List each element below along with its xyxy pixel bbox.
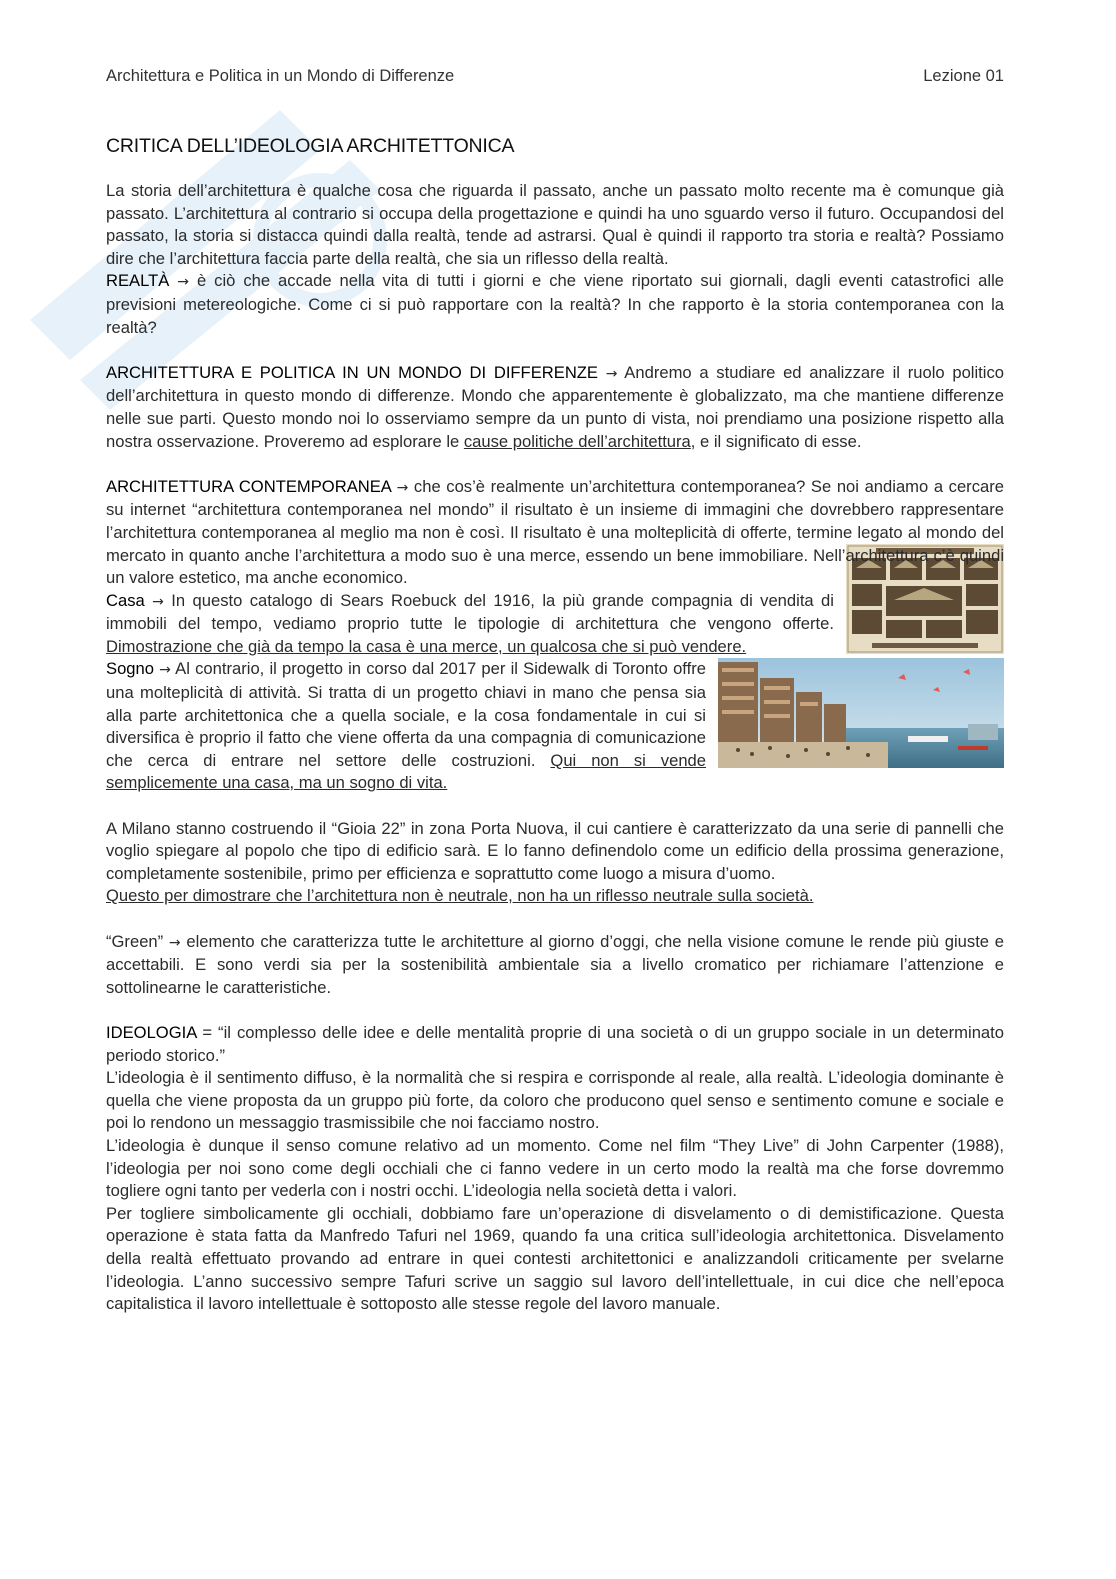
arrow-icon: → bbox=[177, 274, 190, 291]
underlined-text: Questo per dimostrare che l’architettura non è neutrale, non ha un riflesso neutrale sulla società. bbox=[106, 886, 814, 906]
paragraph-ideologia-definition: IDEOLOGIA = “il complesso delle idee e delle mentalità proprie di una società o di un gruppo sociale in un determinato periodo storico.” bbox=[106, 1022, 1004, 1065]
keyword-ideologia: IDEOLOGIA bbox=[106, 1022, 197, 1042]
paragraph-ideologia-2: L’ideologia è dunque il senso comune relativo ad un momento. Come nel film “They Live” di John Carpenter (1988), l’ideologia per noi sono come degli occhiali che ci fanno vedere in un certo modo la realtà ma che forse dovremmo togliere ogni tanto per vederla con i nostri occhi. L’ideologia nella società detta i valori. bbox=[106, 1135, 1004, 1201]
paragraph-architettura-politica: ARCHITETTURA E POLITICA IN UN MONDO DI DIFFERENZE → Andremo a studiare ed analizzare il ruolo politico dell’architettura in questo mondo di differenze. Mondo che apparentemente è globalizzato, ma che mantiene differenze nelle sue parti. Questo mondo noi lo osserviamo sempre da un punto di vista, noi prendiamo una posizione rispetto alla nostra osservazione. Proveremo ad esplorare le cause politiche dell’architettura, e il significato di esse. bbox=[106, 362, 1004, 451]
arrow-icon: → bbox=[396, 479, 409, 496]
underlined-text: Qui non si vende semplicemente una casa, ma un sogno di vita. bbox=[106, 750, 707, 793]
paragraph-sogno: Sogno → Al contrario, il progetto in corso dal 2017 per il Sidewalk di Toronto offre una molteplicità di attività. Si tratta di un progetto chiavi in mano che pensa sia alla parte architettonica che a quella sociale, e la cosa fondamentale in cui si diversifica è proprio il fatto che viene offerta da una compagnia di comunicazione che cerca di entrare nel settore delle costruzioni. Qui non si vende semplicemente una casa, ma un sogno di vita. bbox=[106, 659, 707, 793]
keyword-sogno: Sogno bbox=[106, 659, 154, 679]
arrow-icon: → bbox=[152, 593, 164, 610]
paragraph-gioia22: A Milano stanno costruendo il “Gioia 22” in zona Porta Nuova, il cui cantiere è caratterizzato da una serie di pannelli che voglio spiegare al popolo che tipo di edificio sarà. E lo fanno definendolo come un edificio della prossima generazione, completamente sostenibile, primo per efficienza e soprattutto come luogo a misura d’uomo. bbox=[106, 818, 1004, 883]
underlined-text: Dimostrazione che già da tempo la casa è una merce, un qualcosa che si può vendere. bbox=[106, 636, 747, 656]
arrow-icon: → bbox=[168, 934, 181, 951]
keyword-green: “Green” bbox=[106, 931, 164, 951]
paragraph-ideologia-1: L’ideologia è il sentimento diffuso, è la normalità che si respira e corrisponde al reale, alla realtà. L’ideologia dominante è quella che viene proposta da un gruppo più forte, da coloro che producono quel senso e sentimento comune e sociale e poi lo rendono un messaggio trasmissibile che noi facciamo nostro. bbox=[106, 1068, 1004, 1133]
paragraph-architettura-contemporanea: ARCHITETTURA CONTEMPORANEA → che cos’è realmente un’architettura contemporanea? Se noi andiamo a cercare su internet “architettura contemporanea nel mondo” il risultato è un insieme di immagini che dovrebbero rappresentare l’architettura contemporanea al meglio ma non è così. Il risultato è una molteplicità di offerte, termine legato al mondo del mercato in quanto anche l’architettura a modo suo è una merce, essendo un bene immobiliare. Nell’architettura c’è quindi un valore estetico, ma anche economico. bbox=[106, 476, 1004, 588]
paragraph-realta: REALTÀ → è ciò che accade nella vita di tutti i giorni e che viene riportato sui giornali, dagli eventi catastrofici alle previsioni metereologiche. Come ci si può rapportare con la realtà? In che rapporto è la storia contemporanea con la realtà? bbox=[106, 271, 1004, 337]
paragraph-casa: Casa → In questo catalogo di Sears Roebuck del 1916, la più grande compagnia di vendita di immobili del tempo, vediamo proprio tutte le tipologie di architettura che vengono offerte. Dimostrazione che già da tempo la casa è una merce, un qualcosa che si può vendere. bbox=[106, 590, 834, 656]
keyword-casa: Casa bbox=[106, 590, 145, 610]
page-title: CRITICA DELL’IDEOLOGIA ARCHITETTONICA bbox=[106, 135, 515, 157]
paragraph-ideologia-3: Per togliere simbolicamente gli occhiali, dobbiamo fare un’operazione di disvelamento o di demistificazione. Questa operazione è stata fatta da Manfredo Tafuri nel 1969, quando fa una critica sull’ideologia architettonica. Disvelamento della realtà effettuato provando ad entrare in quei contesti architettonici e analizzandoli criticamente per svelarne l’ideologia. L’anno successivo sempre Tafuri scrive un saggio sul lavoro dell’intellettuale, in cui dice che nell’epoca capitalistica il lavoro intellettuale è sottoposto alle stesse regole del lavoro manuale. bbox=[106, 1203, 1004, 1314]
arrow-icon: → bbox=[159, 662, 171, 679]
keyword-realta: REALTÀ bbox=[106, 271, 170, 291]
sidewalk-toronto-image bbox=[718, 658, 1004, 768]
document-body bbox=[106, 180, 1004, 1316]
header-lesson-number: Lezione 01 bbox=[923, 67, 1004, 85]
header-course-title: Architettura e Politica in un Mondo di Differenze bbox=[106, 67, 455, 85]
paragraph-intro: La storia dell’architettura è qualche cosa che riguarda il passato, anche un passato molto recente ma è comunque già passato. L’architettura al contrario si occupa della progettazione e quindi ha uno sguardo verso il futuro. Occupandosi del passato, la storia si distacca quindi dalla realtà, tende ad astrarsi. Qual è quindi il rapporto tra storia e realtà? Possiamo dire che l’architettura faccia parte della realtà, che sia un riflesso della realtà. bbox=[106, 181, 1004, 268]
paragraph-gioia22-conclusion bbox=[106, 885, 1004, 908]
underlined-text: cause politiche dell’architettura bbox=[463, 431, 691, 451]
paragraph-green: “Green” → elemento che caratterizza tutte le architetture al giorno d’oggi, che nella visione comune le rende più giuste e accettabili. E sono verdi sia per la sostenibilità ambientale sia a livello cromatico per richiamare l’attenzione e sottolinearne le caratteristiche. bbox=[106, 931, 1004, 997]
keyword-architettura-contemporanea: ARCHITETTURA CONTEMPORANEA bbox=[106, 476, 391, 496]
arrow-icon: → bbox=[605, 365, 618, 382]
keyword-architettura-politica: ARCHITETTURA E POLITICA IN UN MONDO DI DIFFERENZE bbox=[106, 362, 599, 382]
